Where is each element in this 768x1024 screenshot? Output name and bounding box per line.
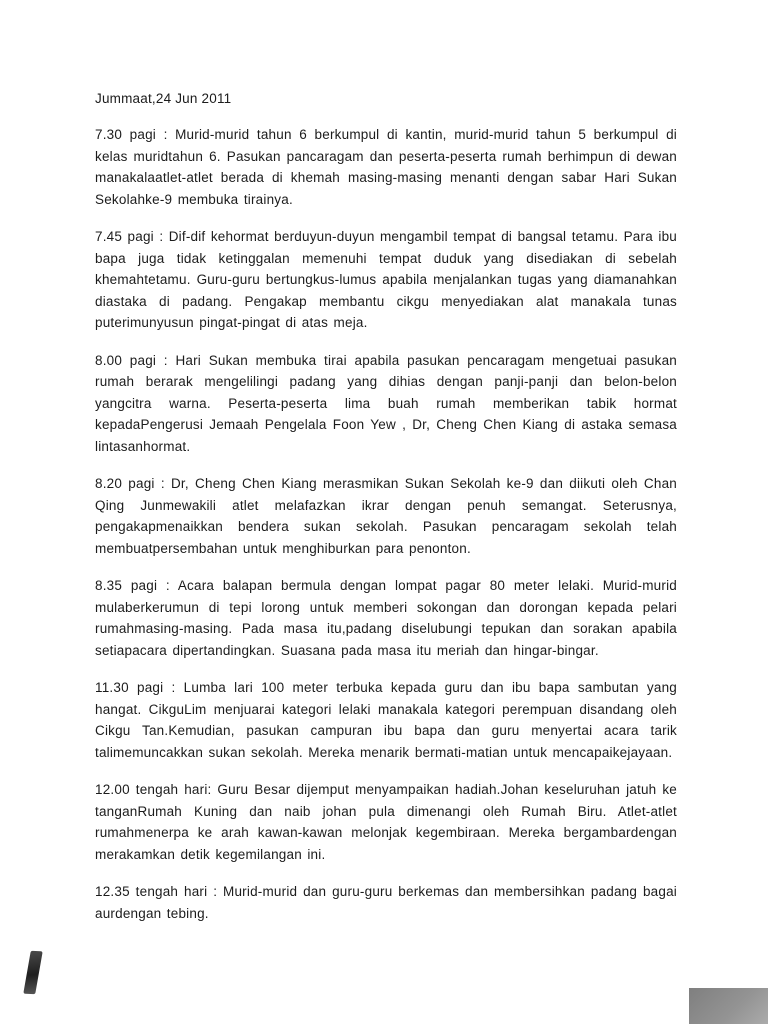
paragraph-1130-pagi: 11.30 pagi : Lumba lari 100 meter terbuka kepada guru dan ibu bapa sambutan yang hangat. CikguLim menjuarai kategori lelaki manakala kategori perempuan disandang oleh Cikgu Tan.Kemudian, pasukan campuran ibu bapa dan guru menyertai acara tarik talimemuncakkan sukan sekolah. Mereka menarik bermati-matian untuk mencapaikejayaan. [95, 680, 677, 760]
paragraph-0745-pagi: 7.45 pagi : Dif-dif kehormat berduyun-duyun mengambil tempat di bangsal tetamu. Para ibu bapa juga tidak ketinggalan memenuhi tempat duduk yang disediakan di sebelah khemahtetamu. Guru-guru bertungkus-lumus apabila menjalankan tugas yang diamanahkan diastaka di padang. Pengakap membantu cikgu menyediakan alat manakala tunas puterimunyusun pingat-pingat di atas meja. [95, 229, 677, 330]
date-line: Jummaat,24 Jun 2011 [95, 91, 232, 106]
paragraph-0835-pagi: 8.35 pagi : Acara balapan bermula dengan lompat pagar 80 meter lelaki. Murid-murid mulaberkerumun di tepi lorong untuk memberi sokongan dan dorongan kepada pelari rumahmasing-masing. Pada masa itu,padang diselubungi tepukan dan sorakan apabila setiapacara dipertandingkan. Suasana pada masa itu meriah dan hingar-bingar. [95, 578, 677, 658]
paragraph-0800-pagi: 8.00 pagi : Hari Sukan membuka tirai apabila pasukan pencaragam mengetuai pasukan rumah berarak mengelilingi padang yang dihias dengan panji-panji dan belon-belon yangcitra warna. Peserta-peserta lima buah rumah memberikan tabik hormat kepadaPengerusi Jemaah Pengelala Foon Yew , Dr, Cheng Chen Kiang di astaka semasa lintasanhormat. [95, 352, 677, 454]
paragraph-0820-pagi: 8.20 pagi : Dr, Cheng Chen Kiang merasmikan Sukan Sekolah ke-9 dan diikuti oleh Chan Qing Junmewakili atlet melafazkan ikrar dengan penuh semangat. Seterusnya, pengakapmenaikkan bendera sukan sekolah. Pasukan pencaragam sekolah telah membuatpersembahan untuk menghiburkan para penonton. [95, 476, 677, 556]
paragraph-1235-tengah-hari: 12.35 tengah hari : Murid-murid dan guru-guru berkemas dan membersihkan padang bagai aurdengan tebing. [95, 884, 677, 921]
paragraph-0730-pagi: 7.30 pagi : Murid-murid tahun 6 berkumpul di kantin, murid-murid tahun 5 berkumpul di kelas muridtahun 6. Pasukan pancaragam dan peserta-peserta rumah berhimpun di dewan manakalaatlet-atlet berada di khemah masing-masing menanti dengan sabar Hari Sukan Sekolahke-9 membuka tirainya. [95, 127, 677, 207]
document-body [95, 88, 677, 924]
scan-artifact-bottom-left [23, 951, 42, 995]
scan-artifact-bottom-right [689, 988, 768, 1024]
paragraph-1200-tengah-hari: 12.00 tengah hari: Guru Besar dijemput menyampaikan hadiah.Johan keseluruhan jatuh ke tanganRumah Kuning dan naib johan pula dimenangi oleh Rumah Biru. Atlet-atlet rumahmenerpa ke arah kawan-kawan melonjak kegembiraan. Mereka bergambardengan merakamkan detik kegemilangan ini. [95, 782, 677, 862]
